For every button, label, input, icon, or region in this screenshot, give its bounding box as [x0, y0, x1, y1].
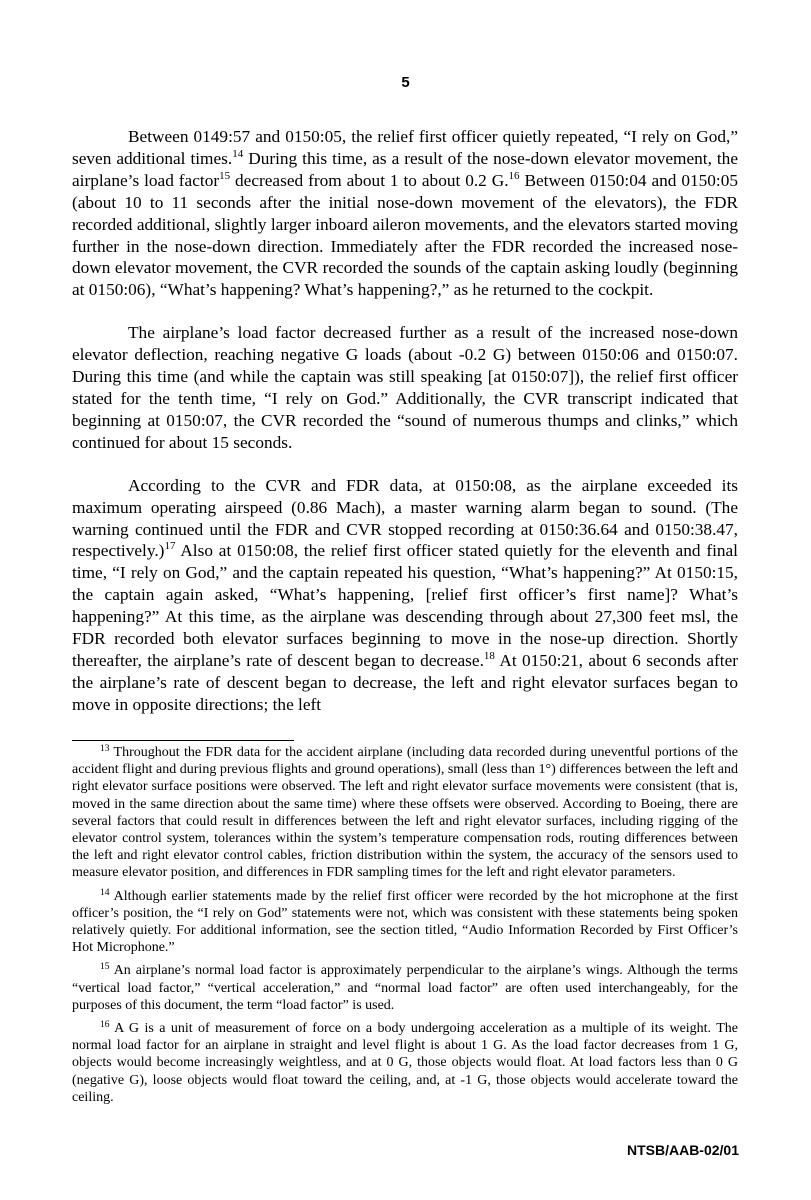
footnote-ref-17: 17 [164, 540, 176, 553]
footnote-15 [72, 962, 738, 1014]
footnote-ref-15: 15 [219, 169, 231, 182]
document-id-footer: NTSB/AAB-02/01 [626, 1142, 739, 1158]
paragraph-1 [72, 126, 738, 301]
footnote-13 [72, 744, 738, 882]
paragraph-text: Between 0149:57 and 0150:05, the relief first officer quietly repeated, “I rely on God,” seven additional times. [72, 127, 738, 168]
footnote-16 [72, 1020, 738, 1106]
footnote-number: 16 [100, 1020, 110, 1031]
paragraph-text: Between 0150:04 and 0150:05 (about 10 to 11 seconds after the initial nose-down movement of the elevators), the FDR recorded additional, slightly larger inboard aileron movements, and the elevators started moving further in the nose-down direction. Immediately after the FDR recorded the increased nose-down elevator movement, the CVR recorded the sounds of the captain asking loudly (beginning at 0150:06), “What’s happening? What’s happening?,” as he returned to the cockpit. [72, 170, 738, 300]
footnote-text: Throughout the FDR data for the accident airplane (including data recorded during uneventful portions of the accident flight and during previous flights and ground operations), small (less than 1°) differences between the left and right elevator surface positions were observed. The left and right elevator surface movements were consistent (that is, moved in the same direction about the same time) where these offsets were observed. According to Boeing, there are several factors that could result in differences between the left and right elevator surfaces, including rigging of the elevator control system, tolerances within the system’s temperature compensation rods, routing differences between the left and right elevator control cables, friction distribution within the system, the accuracy of the sensors used to measure elevator position, and differences in FDR sampling times for the left and right elevator parameters. [72, 745, 738, 881]
body-text [72, 126, 738, 716]
footnote-14 [72, 888, 738, 957]
footnote-text: Although earlier statements made by the relief first officer were recorded by the hot microphone at the first officer’s position, the “I rely on God” statements were not, which was consistent with these statements being spoken relatively quietly. For additional information, see the section titled, “Audio Information Recorded by First Officer’s Hot Microphone.” [72, 888, 738, 956]
paragraph-3 [72, 475, 738, 716]
footnote-text: A G is a unit of measurement of force on a body undergoing acceleration as a multiple of its weight. The normal load factor for an airplane in straight and level flight is about 1 G. As the load factor decreases from 1 G, objects would become increasingly weightless, and at 0 G, those objects would float. At load factors less than 0 G (negative G), loose objects would float toward the ceiling, and, at -1 G, those objects would accelerate toward the ceiling. [72, 1021, 738, 1105]
paragraph-2 [72, 322, 738, 453]
page-number: 5 [401, 74, 410, 91]
paragraph-text: decreased from about 1 to about 0.2 G. [230, 170, 509, 190]
footnote-number: 14 [100, 887, 110, 898]
paragraph-text: The airplane’s load factor decreased further as a result of the increased nose-down elevator deflection, reaching negative G loads (about -0.2 G) between 0150:06 and 0150:07. During this time (and while the captain was still speaking [at 0150:07]), the relief first officer stated for the tenth time, “I rely on God.” Additionally, the CVR transcript indicated that beginning at 0150:07, the CVR recorded the “sound of numerous thumps and clinks,” which continued for about 15 seconds. [72, 323, 738, 452]
footnotes [72, 744, 738, 1112]
footnote-ref-16: 16 [508, 169, 520, 182]
footnote-number: 15 [100, 962, 110, 973]
footnote-divider [72, 740, 294, 741]
paragraph-text: At 0150:21, about 6 seconds after the airplane’s rate of descent began to decrease, the left and right elevator surfaces began to move in opposite directions; the left [72, 650, 738, 714]
paragraph-text: During this time, as a result of the nose-down elevator movement, the airplane’s load factor [72, 148, 738, 190]
footnote-ref-18: 18 [483, 649, 495, 662]
paragraph-text: Also at 0150:08, the relief first officer stated quietly for the eleventh and final time, “I rely on God,” and the captain repeated his question, “What’s happening?” At 0150:15, the captain again asked, “What’s happening, [relief first officer’s first name]? What’s happening?” At this time, as the airplane was descending through about 27,300 feet msl, the FDR recorded both elevator surfaces beginning to move in the nose-up direction. Shortly thereafter, the airplane’s rate of descent began to decrease. [72, 541, 738, 670]
footnote-ref-14: 14 [232, 147, 244, 160]
footnote-number: 13 [100, 744, 110, 754]
footnote-text: An airplane’s normal load factor is approximately perpendicular to the airplane’s wings. Although the terms “vertical load factor,” “vertical acceleration,” and “normal load factor” are often used interchangeably, for the purposes of this document, the term “load factor” is used. [72, 963, 738, 1013]
paragraph-text: According to the CVR and FDR data, at 0150:08, as the airplane exceeded its maximum operating airspeed (0.86 Mach), a master warning alarm began to sound. (The warning continued until the FDR and CVR stopped recording at 0150:36.64 and 0150:38.47, respectively.) [72, 475, 738, 561]
